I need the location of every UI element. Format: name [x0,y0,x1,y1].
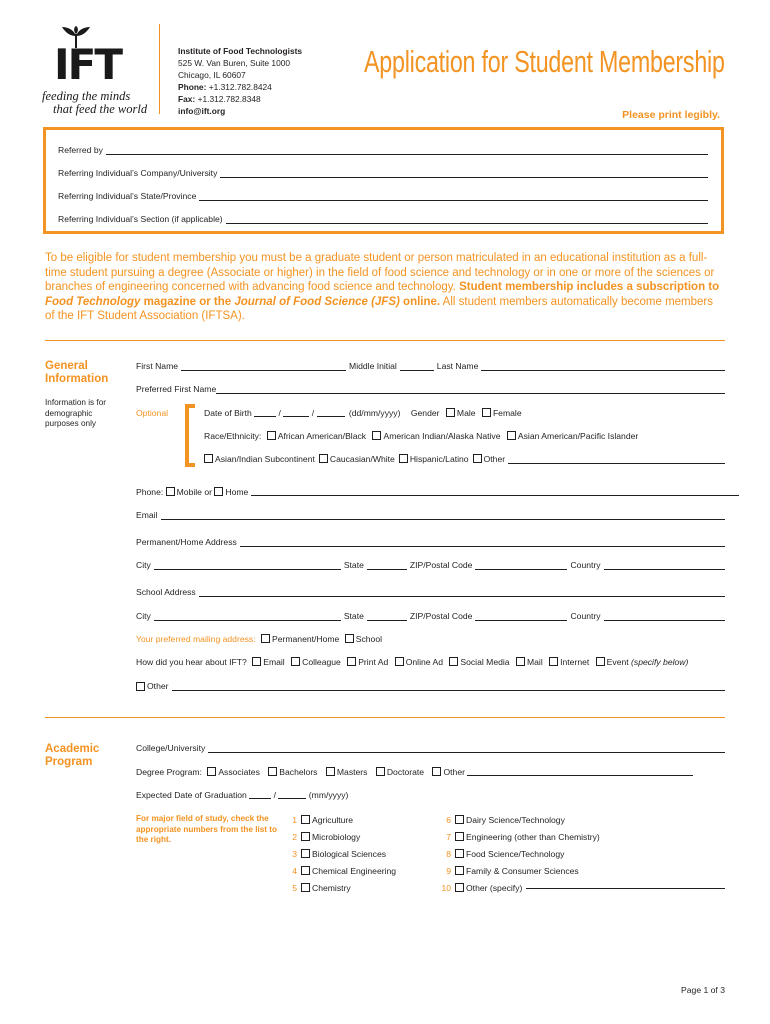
field-of-study-item [283,866,396,883]
grad-year-field[interactable] [278,790,306,799]
heard-other-checkbox[interactable] [136,682,145,691]
heard-option-label: Social Media [460,657,510,667]
permanent-address-field[interactable] [136,537,725,547]
graduation-label: Expected Date of Graduation [136,790,247,800]
mailing-row [136,634,382,644]
field-checkbox[interactable] [455,815,464,824]
female-checkbox[interactable] [482,408,491,417]
degree-option-label: Masters [336,767,368,777]
print-note: Please print legibly. [622,109,720,121]
header-divider [159,24,160,114]
heard-mail-checkbox[interactable] [516,657,525,666]
zip-field[interactable] [475,612,567,621]
gender-label: Gender [410,408,440,418]
degree-option-label: Other [443,767,465,777]
heard-email-checkbox[interactable] [252,657,261,666]
degree-associates-checkbox[interactable] [207,767,216,776]
org-city: Chicago, IL 60607 [178,70,246,80]
home-checkbox[interactable] [214,487,223,496]
field-label: Other (specify) [466,883,523,893]
permanent-address-label: Permanent/Home Address [136,537,237,547]
field-checkbox[interactable] [301,832,310,841]
race-option-label: Asian American/Pacific Islander [517,431,639,441]
race-option-label: Caucasian/White [329,454,395,464]
mobile-label: Mobile or [176,487,212,497]
referring-state-field[interactable] [58,191,708,201]
org-address [178,45,302,117]
grad-month-field[interactable] [249,790,271,799]
middle-initial-label: Middle Initial [349,361,397,371]
race-option-label: Asian/Indian Subcontinent [215,454,315,464]
dob-sep: / [278,408,281,418]
heard-other-row [136,681,725,691]
state-field[interactable] [367,612,407,621]
field-of-study-item [283,832,396,849]
dob-year-field[interactable] [317,408,345,417]
state-field[interactable] [367,561,407,570]
referring-state-label: Referring Individual’s State/Province [58,191,197,201]
field-number: 5 [292,883,297,893]
country-field[interactable] [604,612,725,621]
home-label: Home [225,487,249,497]
field-checkbox[interactable] [455,849,464,858]
dob-day-field[interactable] [254,408,276,417]
demographic-note: Information is for demographic purposes only [45,398,106,428]
degree-option-label: Associates [218,767,260,777]
heard-other-label: Other [147,681,169,691]
heard-colleague-checkbox[interactable] [291,657,300,666]
field-label: Food Science/Technology [466,849,565,859]
field-of-study-item [437,815,600,832]
country-label: Country [570,611,601,621]
heard-label: How did you hear about IFT? [136,657,247,667]
field-number: 2 [292,832,297,842]
page-number: Page 1 of 3 [681,985,725,995]
last-name-label: Last Name [436,361,479,371]
mail-school-label: School [355,634,383,644]
optional-label: Optional [136,408,169,418]
eligibility-paragraph [45,251,725,324]
field-list-left [283,815,396,900]
heard-row [136,657,688,667]
degree-label: Degree Program: [136,767,202,777]
section-divider [45,340,725,341]
grad-sep: / [273,790,277,800]
field-checkbox[interactable] [301,866,310,875]
phone-label: Phone: [136,487,164,497]
mailing-label: Your preferred mailing address: [136,634,256,644]
org-phone: +1.312.782.8424 [208,82,272,92]
race-checkbox-asian-american[interactable] [507,431,516,440]
college-label: College/University [136,743,206,753]
field-of-study-item [283,815,396,832]
country-field[interactable] [604,561,725,570]
mail-permanent-label: Permanent/Home [271,634,340,644]
country-label: Country [570,560,601,570]
city-label: City [136,611,151,621]
preferred-name-field[interactable] [136,384,725,394]
dob-sep: / [311,408,315,418]
race-checkbox-african-american[interactable] [267,431,276,440]
dob-format: (dd/mm/yyyy) [348,408,401,418]
field-of-study-item [437,832,600,849]
field-label: Biological Sciences [312,849,387,859]
logo-tagline-1: feeding the minds [42,89,131,103]
college-field[interactable] [136,743,725,753]
heard-print-ad-checkbox[interactable] [347,657,356,666]
heard-option-label: Internet [560,657,590,667]
field-number: 6 [446,815,451,825]
field-checkbox[interactable] [455,883,464,892]
city-label: City [136,560,151,570]
preferred-name-label: Preferred First Name [136,384,217,394]
field-number: 9 [446,866,451,876]
graduation-row [136,790,348,800]
field-label: Dairy Science/Technology [466,815,565,825]
section-divider [45,717,725,718]
intro-jfs: Journal of Food Science (JFS) [234,295,400,308]
phone-field[interactable] [251,487,739,496]
middle-initial-field[interactable] [400,362,434,371]
field-label: Microbiology [312,832,361,842]
zip-label: ZIP/Postal Code [409,611,473,621]
field-of-study-item [437,849,600,866]
field-checkbox[interactable] [301,815,310,824]
heard-social-checkbox[interactable] [449,657,458,666]
city-field[interactable] [154,612,341,621]
field-label: Agriculture [312,815,354,825]
field-label: Family & Consumer Sciences [466,866,579,876]
last-name-field[interactable] [481,362,725,371]
field-number: 1 [292,815,297,825]
degree-other-field[interactable] [467,767,693,776]
race-checkbox-asian-indian[interactable] [204,454,213,463]
org-name: Institute of Food Technologists [178,46,303,56]
state-label: State [343,611,364,621]
field-number: 10 [441,883,451,893]
race-option-label: American Indian/Alaska Native [383,431,501,441]
major-instructions: For major field of study, check the appropriate numbers from the list to the right. [136,814,278,844]
field-checkbox[interactable] [301,883,310,892]
female-label: Female [492,408,522,418]
first-name-label: First Name [136,361,179,371]
field-label: Chemistry [312,883,351,893]
intro-text-4: magazine or the [140,295,235,308]
male-label: Male [456,408,476,418]
heard-option-label: Print Ad [358,657,389,667]
race-row-1 [204,431,638,441]
field-label: Chemical Engineering [312,866,397,876]
referred-by-label: Referred by [58,145,103,155]
degree-masters-checkbox[interactable] [326,767,335,776]
heard-event-checkbox[interactable] [596,657,605,666]
race-option-label: Other [483,454,506,464]
referring-section-label: Referring Individual’s Section (if applicable) [58,214,223,224]
field-number: 7 [446,832,451,842]
race-option-label: Hispanic/Latino [409,454,469,464]
intro-text-7: All student members automatically become members of the IFT Student Association (IFTSA). [45,295,714,323]
dob-label: Date of Birth [204,408,252,418]
degree-bachelors-checkbox[interactable] [268,767,277,776]
field-checkbox[interactable] [455,832,464,841]
referring-company-field[interactable] [58,168,708,178]
degree-doctorate-checkbox[interactable] [376,767,385,776]
intro-food-tech: Food Technology [45,295,141,308]
field-of-study-item [437,883,600,900]
state-label: State [343,560,364,570]
phone-row [136,487,739,497]
degree-option-label: Doctorate [386,767,425,777]
degree-other-checkbox[interactable] [432,767,441,776]
dob-gender-row [204,408,522,418]
permanent-city-row [136,560,725,570]
dob-month-field[interactable] [283,408,309,417]
degree-row [136,767,693,777]
referring-section-field[interactable] [58,214,708,224]
heard-internet-checkbox[interactable] [549,657,558,666]
race-checkbox-american-indian[interactable] [372,431,381,440]
heard-other-field[interactable] [172,682,726,691]
fax-label: Fax: [178,94,196,104]
degree-option-label: Bachelors [279,767,318,777]
referring-company-label: Referring Individual’s Company/University [58,168,218,178]
school-address-field[interactable] [136,587,725,597]
race-checkbox-caucasian[interactable] [319,454,328,463]
org-email: info@ift.org [178,106,226,116]
logo-tagline-2: that feed the world [53,102,148,116]
race-row-2 [204,454,725,464]
mobile-checkbox[interactable] [166,487,175,496]
other-field-line[interactable] [526,888,725,889]
school-address-label: School Address [136,587,196,597]
male-checkbox[interactable] [446,408,455,417]
field-checkbox[interactable] [301,849,310,858]
intro-text-6: online. [399,295,441,308]
general-info-heading: General Information [45,360,109,385]
heard-option-label: Mail [526,657,543,667]
field-number: 4 [292,866,297,876]
race-checkbox-other[interactable] [473,454,482,463]
name-row [136,361,725,371]
heard-option-label: Email [263,657,285,667]
city-field[interactable] [154,561,341,570]
first-name-field[interactable] [181,362,346,371]
intro-text-1: To be eligible for student membership you must be a graduate student or person matriculated in an educational institution as a full-time student pursuing a degree (Associate or higher) in the field of food science and technology or in one or more of the sciences or branches of engineering concerned with advancing food science and technology. [45,252,715,294]
school-city-row [136,611,725,621]
field-of-study-item [437,866,600,883]
ift-logo [42,26,154,118]
phone-label: Phone: [178,82,207,92]
field-of-study-item [283,883,396,900]
heard-option-label: Colleague [302,657,341,667]
event-note: (specify below) [631,657,689,667]
race-option-label: African American/Black [277,431,367,441]
page-title: Application for Student Membership [364,44,725,79]
heard-option-label: Online Ad [405,657,443,667]
event-label: Event [606,657,629,667]
mail-permanent-checkbox[interactable] [261,634,270,643]
mail-school-checkbox[interactable] [345,634,354,643]
field-number: 8 [446,849,451,859]
org-fax: +1.312.782.8348 [197,94,261,104]
race-other-field[interactable] [508,455,725,464]
field-of-study-item [283,849,396,866]
email-field[interactable] [136,510,725,520]
zip-field[interactable] [475,561,567,570]
referred-by-field[interactable] [58,145,708,155]
zip-label: ZIP/Postal Code [409,560,473,570]
referral-box [43,127,724,234]
optional-bracket [185,404,195,467]
race-checkbox-hispanic[interactable] [399,454,408,463]
field-number: 3 [292,849,297,859]
field-checkbox[interactable] [455,866,464,875]
intro-text-2: Student membership includes a subscription to [459,281,720,294]
academic-heading: Academic Program [45,743,100,768]
race-label: Race/Ethnicity: [204,431,262,441]
email-label: Email [136,510,158,520]
org-street: 525 W. Van Buren, Suite 1000 [178,58,291,68]
field-label: Engineering (other than Chemistry) [466,832,600,842]
logo-mark: IFT [54,40,121,89]
heard-online-ad-checkbox[interactable] [395,657,404,666]
grad-format: (mm/yyyy) [308,790,349,800]
